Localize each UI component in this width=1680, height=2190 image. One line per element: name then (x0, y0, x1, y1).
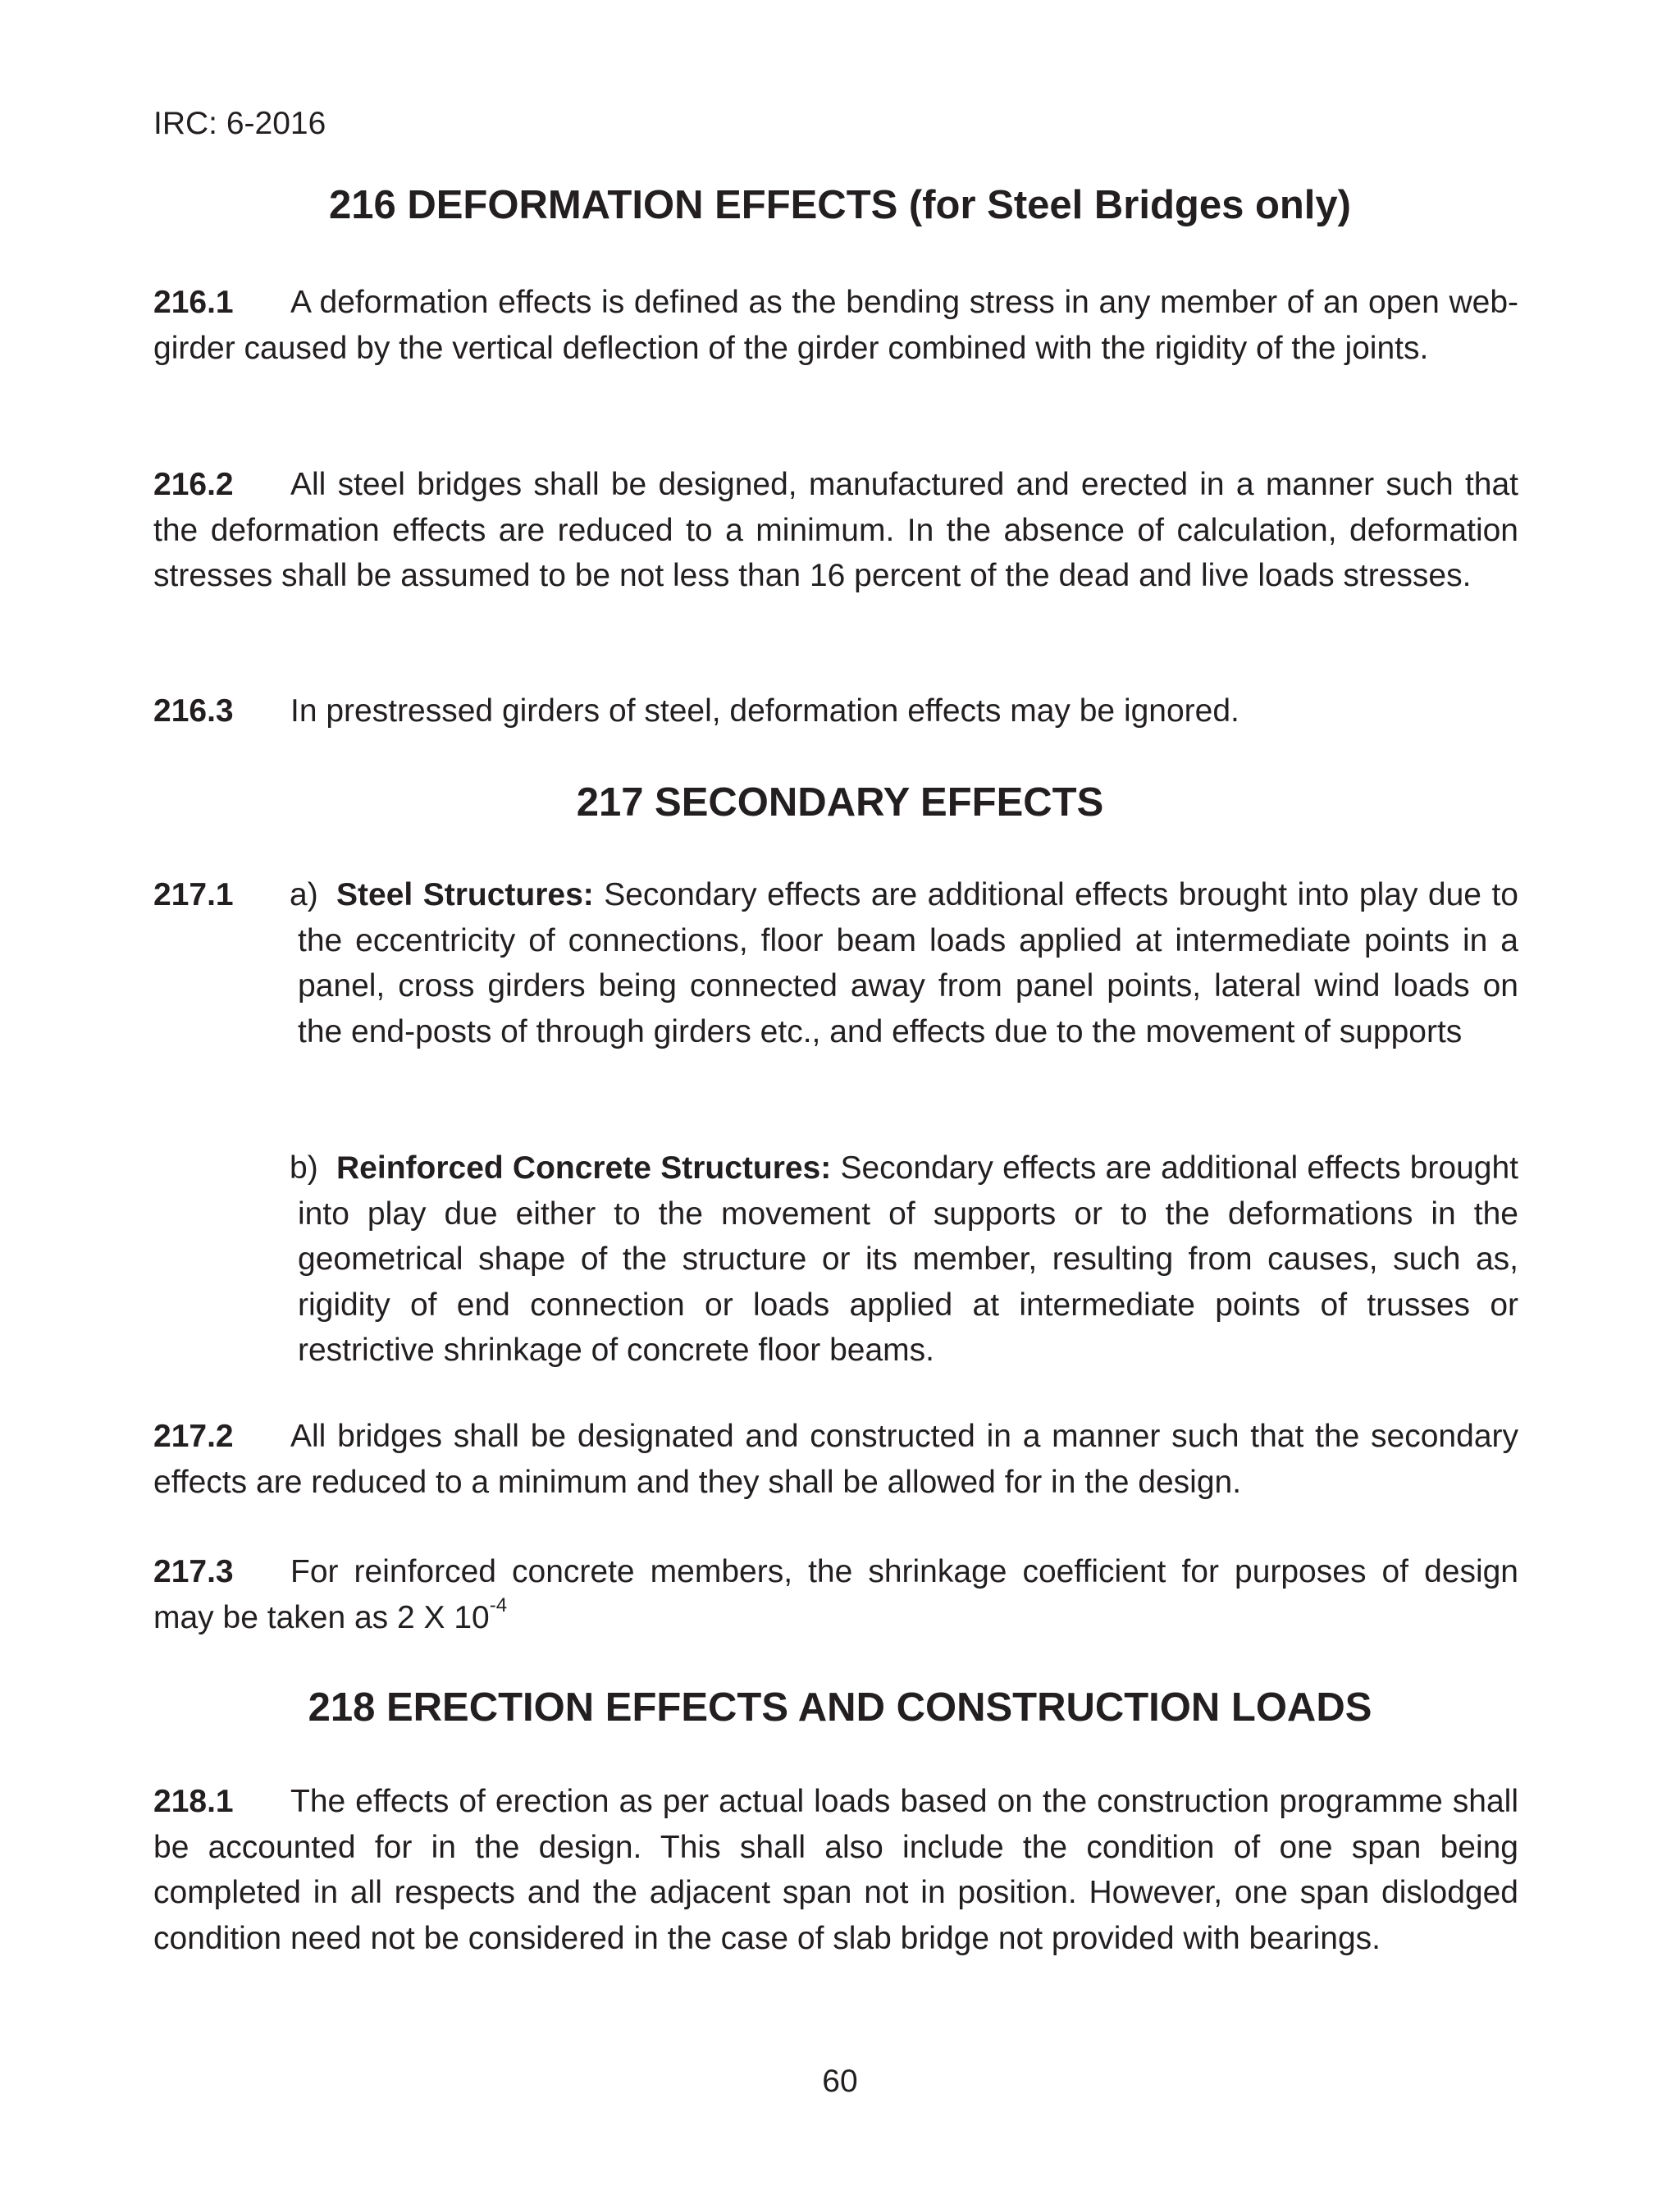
clause-number: 216.1 (153, 285, 234, 320)
paragraph-217-3 (153, 1549, 1518, 1640)
clause-text: A deformation effects is defined as the bending stress in any member of an open web-girder caused by the vertical deflection of the girder combined with the rigidity of the joints. (153, 285, 1518, 366)
clause-number: 218.1 (153, 1784, 234, 1819)
list-marker: a) (290, 877, 318, 912)
running-header: IRC: 6-2016 (153, 106, 326, 141)
clause-text: All bridges shall be designated and constructed in a manner such that the secondary effects are reduced to a minimum and they shall be allowed for in the design. (153, 1419, 1518, 1500)
subclause-text: Secondary effects are additional effects brought into play due either to the movement of supports or to the deformations in the geometrical shape of the structure or its member, resulting from causes, such as, rigidity of end connection or loads applied at intermediate points of trusses or restrictive shrinkage of concrete floor beams. (298, 1150, 1519, 1368)
subclause-text: Secondary effects are additional effects brought into play due to the eccentricity of connections, floor beam loads applied at intermediate points in a panel, cross girders being connected away from panel points, lateral wind loads on the end-posts of through girders etc., and effects due to the movement of supports (298, 877, 1518, 1049)
paragraph-216-1 (153, 280, 1518, 371)
paragraph-216-3 (153, 688, 1518, 734)
clause-number: 217.2 (153, 1419, 234, 1454)
clause-text: All steel bridges shall be designed, manufactured and erected in a manner such that the deformation effects are reduced to a minimum. In the absence of calculation, deformation stresses shall be assumed to be not less than 16 percent of the dead and live loads stresses. (153, 467, 1518, 593)
paragraph-218-1 (153, 1779, 1518, 1961)
section-heading-218: 218 ERECTION EFFECTS AND CONSTRUCTION LOADS (308, 1685, 1372, 1730)
clause-text: For reinforced concrete members, the shrinkage coefficient for purposes of design may be taken as 2 X 10 (153, 1554, 1518, 1635)
section-heading-217: 217 SECONDARY EFFECTS (576, 780, 1104, 825)
subclause-217-1-b (290, 1145, 1518, 1374)
subclause-title: Steel Structures: (336, 877, 594, 912)
clause-number: 216.3 (153, 693, 234, 729)
paragraph-217-2 (153, 1414, 1518, 1505)
subclause-title: Reinforced Concrete Structures: (336, 1150, 832, 1186)
paragraph-216-2 (153, 462, 1518, 599)
exponent: -4 (489, 1593, 508, 1616)
clause-number-217-1: 217.1 (153, 877, 234, 912)
section-heading-216: 216 DEFORMATION EFFECTS (for Steel Bridges only) (328, 183, 1351, 227)
clause-text: In prestressed girders of steel, deformation effects may be ignored. (290, 693, 1239, 729)
subclause-217-1-a (290, 872, 1518, 1054)
page-number: 60 (822, 2064, 858, 2099)
clause-number: 217.3 (153, 1554, 234, 1589)
clause-text: The effects of erection as per actual loads based on the construction programme shall be accounted for in the design. This shall also include the condition of one span being completed in all respects and the adjacent span not in position. However, one span dislodged condition need not be considered in the case of slab bridge not provided with bearings. (153, 1784, 1518, 1956)
list-marker: b) (290, 1150, 318, 1186)
clause-number: 216.2 (153, 467, 234, 502)
